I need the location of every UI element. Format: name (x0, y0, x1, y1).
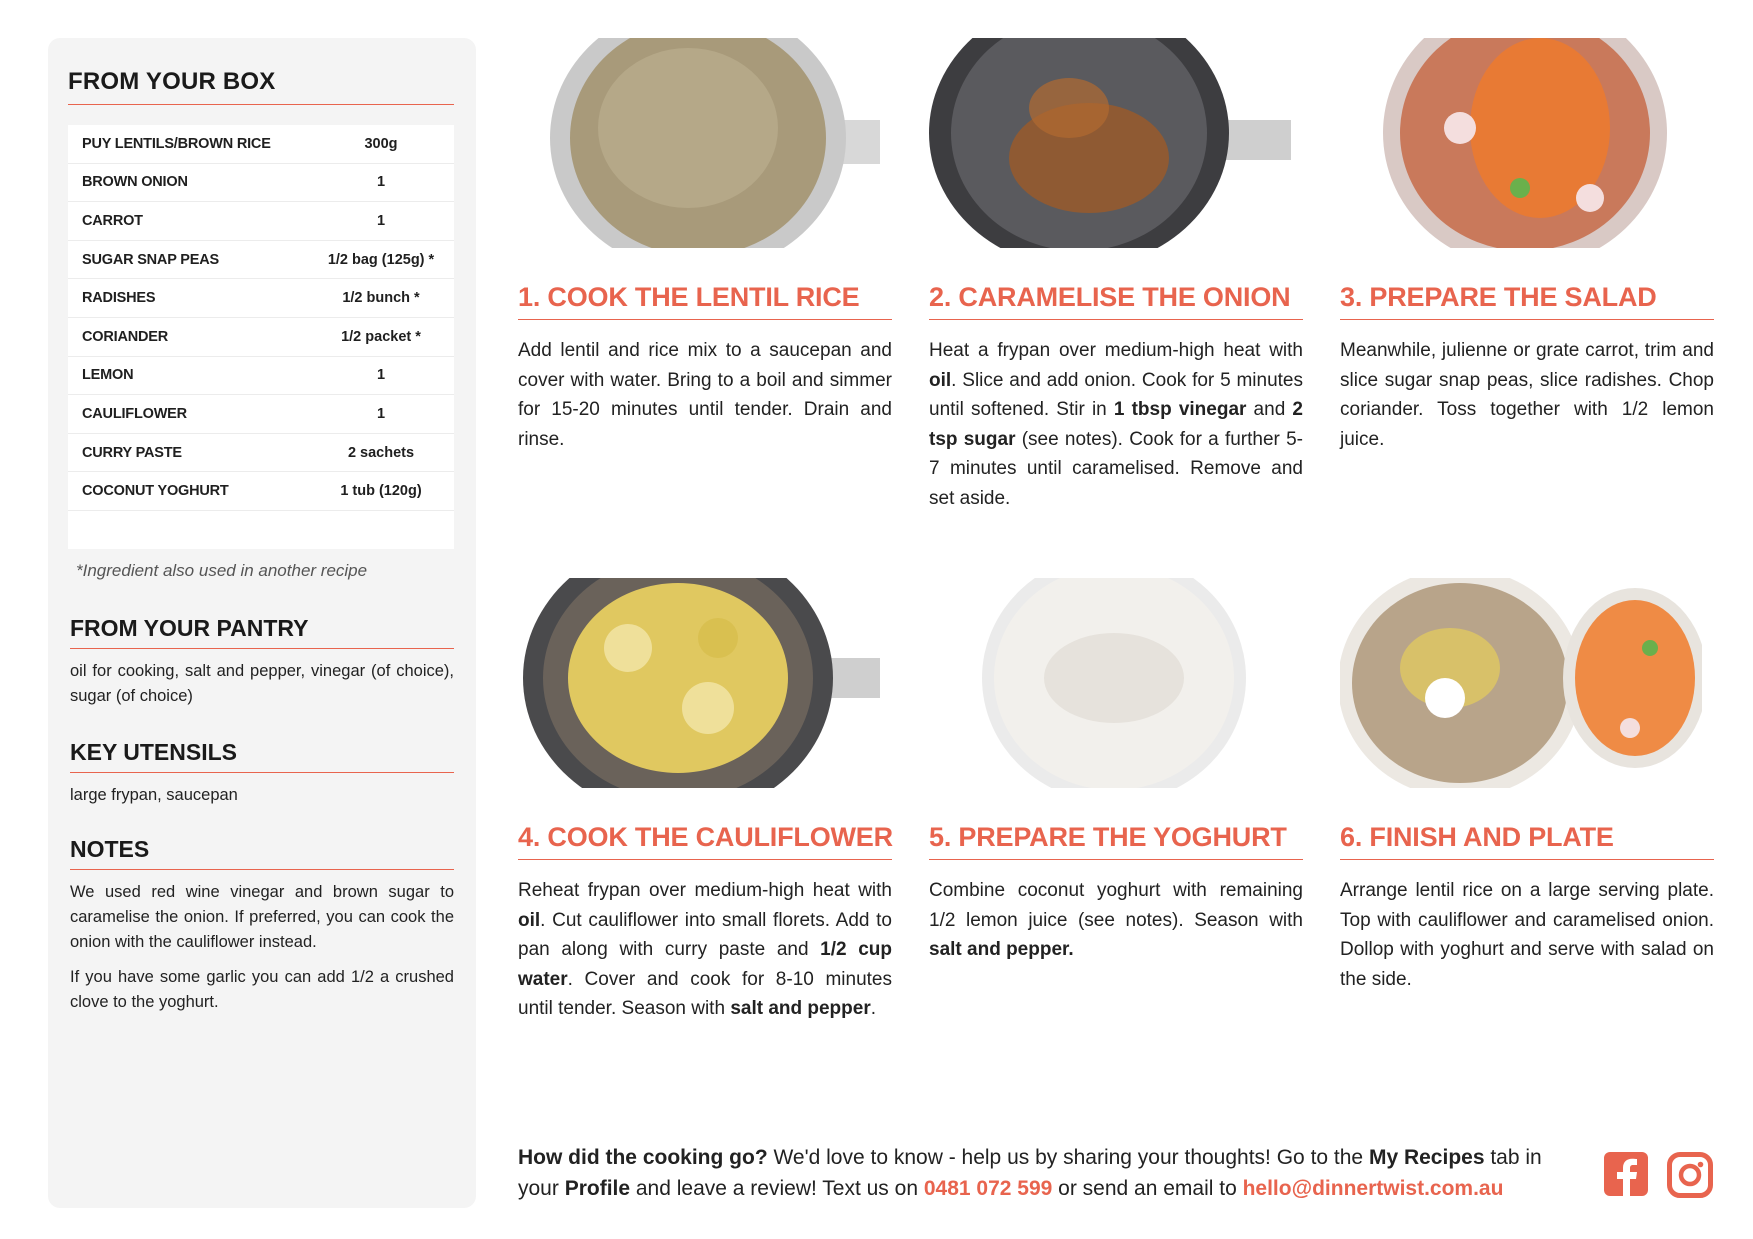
from-your-box-title: FROM YOUR BOX (68, 68, 454, 105)
ingredient-footnote: *Ingredient also used in another recipe (76, 560, 368, 580)
step-title: 5. PREPARE THE YOGHURT (929, 822, 1303, 860)
ingredient-qty: 1/2 bunch * (342, 290, 420, 307)
ingredient-row (68, 395, 454, 434)
ingredient-name: LEMON (82, 367, 134, 384)
pantry-title: FROM YOUR PANTRY (70, 615, 454, 649)
ingredient-name: PUY LENTILS/BROWN RICE (82, 135, 271, 152)
step-title: 3. PREPARE THE SALAD (1340, 282, 1714, 320)
ingredient-row (68, 279, 454, 318)
ingredient-qty: 1 tub (120g) (340, 483, 422, 500)
notes-paragraph: We used red wine vinegar and brown sugar to caramelise the onion. If preferred, you can cook the onion with the cauliflower instead. (70, 882, 454, 951)
salad-in-bowl-photo (1340, 38, 1702, 248)
step-title: 4. COOK THE CAULIFLOWER (518, 822, 892, 860)
utensils-text: large frypan, saucepan (70, 785, 238, 804)
step-2 (929, 38, 1303, 513)
step-text: Reheat frypan over medium-high heat with oil. Cut cauliflower into small florets. Add to pan along with curry paste and 1/2 cup water. Cover and cook for 8-10 minutes until tender. Season with salt and pepper. (518, 880, 892, 1019)
ingredient-qty: 1 (376, 174, 386, 191)
ingredients-table (68, 125, 454, 549)
profile-link[interactable]: Profile (564, 1177, 631, 1200)
ingredient-row (68, 241, 454, 280)
ingredient-empty-row (68, 511, 454, 549)
step-1 (518, 38, 892, 454)
ingredient-name: CURRY PASTE (82, 444, 182, 461)
ingredient-row (68, 164, 454, 203)
ingredient-qty: 1 (376, 405, 386, 422)
step-4 (518, 578, 892, 1024)
step-text: Add lentil and rice mix to a saucepan and cover with water. Bring to a boil and simmer for 15-20 minutes until tender. Drain and rinse. (518, 340, 892, 450)
feedback-footer: How did the cooking go? We'd love to know - help us by sharing your thoughts! Go to the My Recipes tab in your Profile and leave a review! Text us on 0481 072 599 or send an email to hello@dinnertwist.com.au (518, 1146, 1542, 1200)
ingredient-qty: 2 sachets (347, 444, 415, 461)
step-3 (1340, 38, 1714, 454)
step-text: Arrange lentil rice on a large serving plate. Top with cauliflower and caramelised onion. Dollop with yoghurt and serve with salad on the side. (1340, 880, 1714, 990)
ingredients-sidebar (48, 38, 476, 1208)
ingredient-qty: 1/2 packet * (341, 328, 421, 345)
step-text: Meanwhile, julienne or grate carrot, trim and slice sugar snap peas, slice radishes. Chop coriander. Toss together with 1/2 lemon juice. (1340, 340, 1714, 450)
ingredient-row (68, 125, 454, 164)
utensils-title: KEY UTENSILS (70, 739, 454, 773)
cauliflower-in-frypan-photo (518, 578, 880, 788)
step-title: 2. CARAMELISE THE ONION (929, 282, 1303, 320)
ingredient-qty: 300g (364, 135, 398, 152)
ingredient-qty: 1 (376, 212, 386, 229)
onion-in-frypan-photo (929, 38, 1291, 248)
step-6 (1340, 578, 1714, 994)
instagram-icon[interactable] (1667, 1152, 1713, 1198)
ingredient-name: CAULIFLOWER (82, 405, 187, 422)
facebook-icon[interactable] (1604, 1152, 1648, 1196)
ingredient-name: SUGAR SNAP PEAS (82, 251, 219, 268)
email-link[interactable]: hello@dinnertwist.com.au (1242, 1177, 1504, 1200)
ingredient-qty: 1/2 bag (125g) * (327, 251, 435, 268)
ingredient-name: CORIANDER (82, 328, 169, 345)
step-title: 6. FINISH AND PLATE (1340, 822, 1714, 860)
feedback-question: How did the cooking go? (518, 1146, 768, 1169)
ingredient-row (68, 357, 454, 396)
my-recipes-link[interactable]: My Recipes (1368, 1146, 1485, 1169)
ingredient-name: RADISHES (82, 290, 156, 307)
ingredient-row (68, 434, 454, 473)
ingredient-name: COCONUT YOGHURT (82, 483, 229, 500)
pantry-text: oil for cooking, salt and pepper, vinegar (of choice), sugar (of choice) (70, 661, 454, 705)
step-title: 1. COOK THE LENTIL RICE (518, 282, 892, 320)
ingredient-qty: 1 (376, 367, 386, 384)
ingredient-row (68, 318, 454, 357)
ingredient-row (68, 472, 454, 511)
lentil-rice-in-sieve-photo (518, 38, 880, 248)
plated-dish-photo (1340, 578, 1702, 788)
phone-link[interactable]: 0481 072 599 (923, 1177, 1053, 1200)
yoghurt-in-bowl-photo (929, 578, 1291, 788)
step-text: Combine coconut yoghurt with remaining 1/2 lemon juice (see notes). Season with salt and pepper. (929, 880, 1303, 960)
step-text: Heat a frypan over medium-high heat with oil. Slice and add onion. Cook for 5 minutes until softened. Stir in 1 tbsp vinegar and 2 tsp sugar (see notes). Cook for a further 5-7 minutes until caramelised. Remove and set aside. (929, 340, 1303, 509)
step-5 (929, 578, 1303, 965)
notes-title: NOTES (70, 836, 454, 870)
notes-paragraph: If you have some garlic you can add 1/2 a crushed clove to the yoghurt. (70, 967, 454, 1011)
ingredient-row (68, 202, 454, 241)
ingredient-name: BROWN ONION (82, 174, 188, 191)
ingredient-name: CARROT (82, 212, 143, 229)
